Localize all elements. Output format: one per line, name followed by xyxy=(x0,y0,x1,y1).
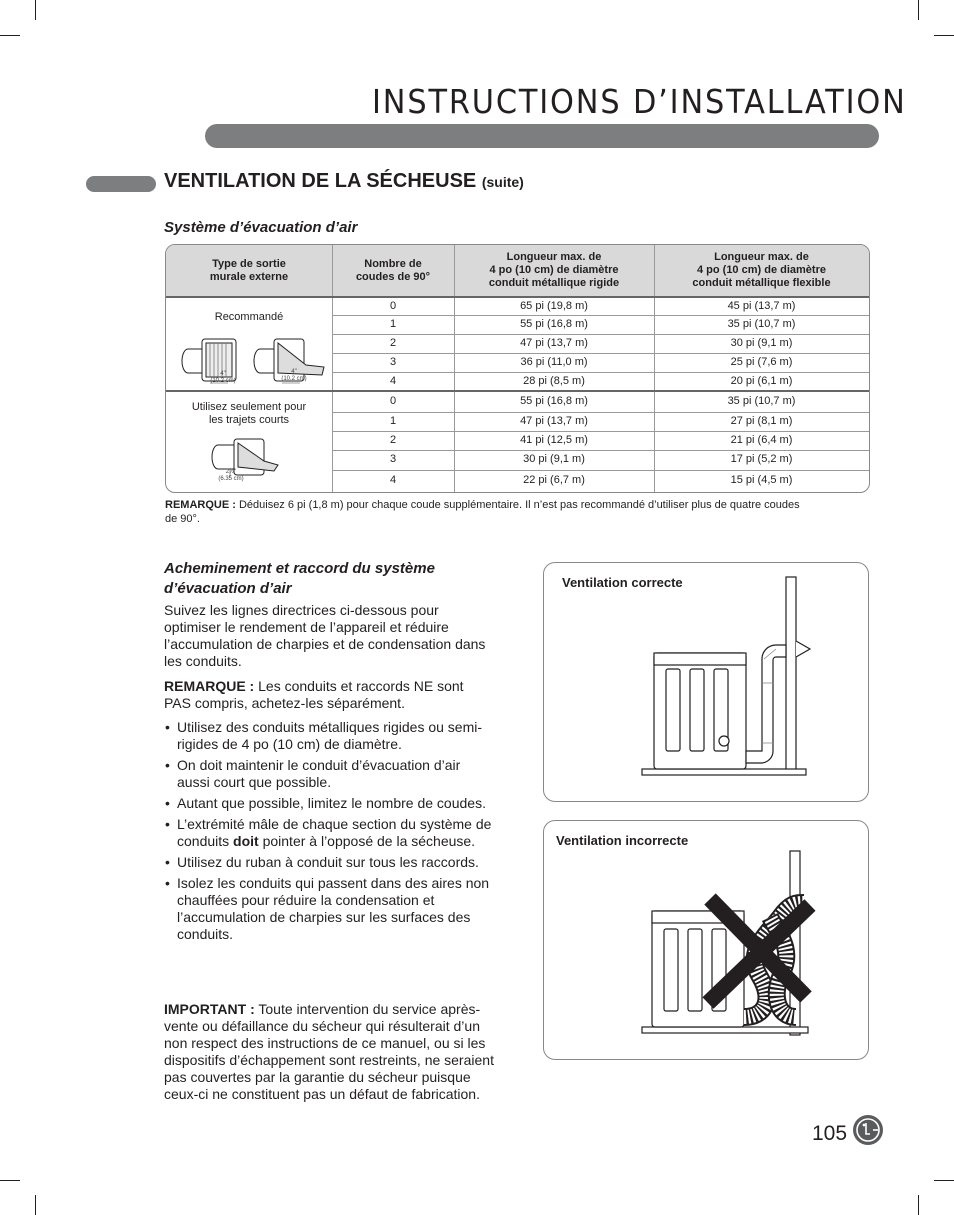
list-item: • Utilisez des conduits métalliques rigides ou semi-rigides de 4 po (10 cm) de diamètre. xyxy=(164,719,494,753)
note-label: REMARQUE : xyxy=(165,499,236,511)
table-header-cell: Longueur max. de 4 po (10 cm) de diamètre conduit métallique flexible xyxy=(692,251,831,289)
section-marker xyxy=(86,176,156,192)
list-item: • Utilisez du ruban à conduit sur tous les raccords. xyxy=(164,854,494,871)
flexible-length: 20 pi (6,1 m) xyxy=(730,375,793,387)
correct-venting-panel xyxy=(543,562,869,802)
crop-mark xyxy=(0,1180,20,1181)
section-title xyxy=(164,170,524,193)
rigid-length: 36 pi (11,0 m) xyxy=(520,356,588,368)
incorrect-venting-panel xyxy=(543,820,869,1060)
flexible-length: 30 pi (9,1 m) xyxy=(730,337,793,349)
flexible-length: 15 pi (4,5 m) xyxy=(730,474,793,486)
rigid-length: 55 pi (16,8 m) xyxy=(520,318,588,330)
flexible-length: 25 pi (7,6 m) xyxy=(730,356,793,368)
section-title-text: VENTILATION DE LA SÉCHEUSE xyxy=(164,170,477,192)
crop-mark xyxy=(918,1195,919,1215)
short-run-vent-hood-illustration xyxy=(166,431,332,481)
rigid-length: 41 pi (12,5 m) xyxy=(520,434,588,446)
dimension-value: 4" xyxy=(220,371,226,377)
lg-logo-icon xyxy=(853,1115,883,1145)
flexible-length: 27 pi (8,1 m) xyxy=(730,415,793,427)
elbow-count: 3 xyxy=(389,453,397,465)
routing-guidelines xyxy=(164,719,494,947)
crop-mark xyxy=(35,1195,36,1215)
crop-mark xyxy=(35,0,36,20)
page-title: INSTRUCTIONS D’INSTALLATION xyxy=(372,82,907,121)
elbow-count: 0 xyxy=(389,395,397,407)
dimension-value: (6.35 cm) xyxy=(218,476,244,482)
rigid-length: 28 pi (8,5 m) xyxy=(523,375,585,387)
elbow-count: 2 xyxy=(389,434,397,446)
rigid-length: 65 pi (19,8 m) xyxy=(520,300,588,312)
list-item-text: L’extrémité mâle de chaque section du système de conduits xyxy=(177,816,492,849)
list-item xyxy=(164,816,494,850)
flexible-length: 45 pi (13,7 m) xyxy=(727,300,796,312)
table-header-cell: Nombre de coudes de 90° xyxy=(355,257,431,283)
elbow-count: 2 xyxy=(389,337,397,349)
elbow-count: 4 xyxy=(389,375,397,387)
rigid-length: 30 pi (9,1 m) xyxy=(523,453,585,465)
dimension-label xyxy=(208,371,238,385)
remark-label: REMARQUE : xyxy=(164,678,255,694)
crop-mark xyxy=(934,1180,954,1181)
lg-logo-mark xyxy=(853,1115,883,1145)
elbow-count: 3 xyxy=(389,356,397,368)
list-item: • Isolez les conduits qui passent dans des aires non chauffées pour réduire la condensation et l’accumulation de charpies sur les surfaces des conduits. xyxy=(164,875,494,943)
exhaust-system-heading: Système d’évacuation d’air xyxy=(164,219,358,236)
header-bar xyxy=(205,124,879,148)
rigid-length: 47 pi (13,7 m) xyxy=(520,337,588,349)
remark-text: Les conduits et raccords NE sont PAS compris, achetez-les séparément. xyxy=(164,678,464,711)
important-notice xyxy=(164,1001,494,1103)
list-item: • Autant que possible, limitez le nombre de coudes. xyxy=(164,795,494,812)
crop-mark xyxy=(0,35,20,36)
elbow-count: 1 xyxy=(389,415,397,427)
list-item-emphasis: doit xyxy=(233,833,259,849)
note-text: Déduisez 6 pi (1,8 m) pour chaque coude supplémentaire. Il n’est pas recommandé d’utiliser plus de quatre coudes de 90°. xyxy=(165,499,800,525)
vent-type-label: Recommandé xyxy=(214,311,284,323)
dimension-value: (10.2 cm) xyxy=(210,378,236,384)
correct-venting-illustration xyxy=(544,563,868,801)
flexible-length: 21 pi (6,4 m) xyxy=(730,434,793,446)
table-header xyxy=(166,245,869,296)
rigid-length: 22 pi (6,7 m) xyxy=(523,474,585,486)
list-item: • On doit maintenir le conduit d’évacuation d’air aussi court que possible. xyxy=(164,757,494,791)
dimension-value: 4" xyxy=(291,369,297,375)
crop-mark xyxy=(934,35,954,36)
vent-length-table xyxy=(165,244,870,493)
rigid-length: 55 pi (16,8 m) xyxy=(520,395,588,407)
section-title-suffix: (suite) xyxy=(481,174,524,190)
important-label: IMPORTANT : xyxy=(164,1001,255,1017)
table-header-cell: Longueur max. de 4 po (10 cm) de diamètre conduit métallique rigide xyxy=(488,251,620,289)
dimension-value: (10.2 cm) xyxy=(281,376,307,382)
elbow-count: 4 xyxy=(389,474,397,486)
table-note xyxy=(165,498,805,526)
incorrect-venting-label: Ventilation incorrecte xyxy=(556,833,689,848)
dimension-label xyxy=(216,469,246,483)
flexible-length: 35 pi (10,7 m) xyxy=(727,395,796,407)
page-number: 105 xyxy=(812,1122,848,1145)
routing-remark xyxy=(164,678,494,712)
rigid-length: 47 pi (13,7 m) xyxy=(520,415,588,427)
flexible-length: 17 pi (5,2 m) xyxy=(730,453,793,465)
routing-heading: Acheminement et raccord du système d’évacuation d’air xyxy=(164,560,435,597)
elbow-count: 1 xyxy=(389,318,397,330)
incorrect-venting-illustration xyxy=(544,821,868,1059)
dimension-label xyxy=(279,369,309,383)
table-header-cell: Type de sortie murale externe xyxy=(209,257,289,283)
vent-type-label: Utilisez seulement pour les trajets courts xyxy=(191,401,307,426)
list-item-text: pointer à l’opposé de la sécheuse. xyxy=(258,833,476,849)
important-text: Toute intervention du service après-vente ou défaillance du sécheur qui résulterait d’un non respect des instructions de ce manuel, ou si les dispositifs d’échappement sont restreints, ne seraient pas couvertes par la garantie du sécheur puisque ceux-ci ne constituent pas un défaut de fabrication. xyxy=(164,1001,494,1102)
routing-intro: Suivez les lignes directrices ci-dessous pour optimiser le rendement de l’appareil et réduire l’accumulation de charpies et de condensation dans les conduits. xyxy=(164,602,486,669)
crop-mark xyxy=(918,0,919,20)
flexible-length: 35 pi (10,7 m) xyxy=(727,318,796,330)
dimension-value: 2½" xyxy=(225,469,237,475)
elbow-count: 0 xyxy=(389,300,397,312)
correct-venting-label: Ventilation correcte xyxy=(562,575,683,590)
